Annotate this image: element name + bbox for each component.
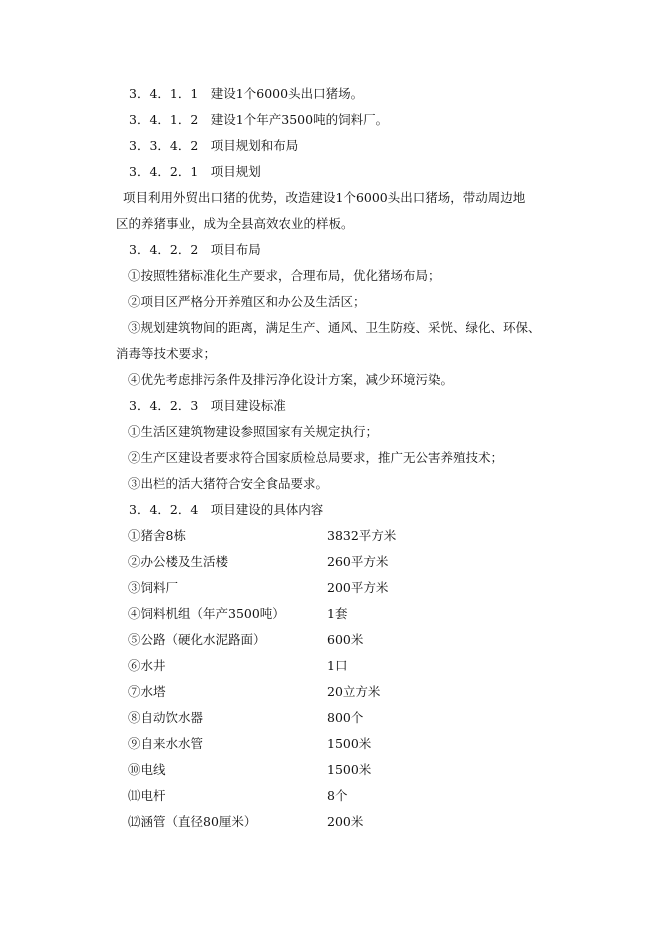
content-item-quantity: 200米 bbox=[327, 814, 364, 829]
content-item-quantity: 20立方米 bbox=[327, 684, 381, 699]
content-item-quantity: 200平方米 bbox=[327, 580, 389, 595]
content-item-name: ④饲料机组（年产3500吨） bbox=[128, 606, 285, 621]
content-item-name: ⑾电杆 bbox=[128, 788, 166, 803]
content-item-quantity: 1套 bbox=[327, 606, 348, 621]
content-item-name: ①猪舍8栋 bbox=[128, 528, 186, 543]
content-item-quantity: 260平方米 bbox=[327, 554, 389, 569]
section-heading-3-4-2-2: 3．4．2．2 项目布局 bbox=[129, 242, 261, 257]
content-item-name: ⑦水塔 bbox=[128, 684, 166, 699]
layout-list-item: ④优先考虑排污条件及排污净化设计方案，减少环境污染。 bbox=[128, 372, 454, 387]
standard-list-item: ①生活区建筑物建设参照国家有关规定执行； bbox=[128, 424, 379, 439]
standard-list-item: ②生产区建设者要求符合国家质检总局要求，推广无公害养殖技术； bbox=[128, 450, 504, 465]
content-item-quantity: 800个 bbox=[327, 710, 364, 725]
content-item-name: ⑩电线 bbox=[128, 762, 166, 777]
layout-list-item: ①按照牲猪标准化生产要求，合理布局，优化猪场布局； bbox=[128, 268, 441, 283]
content-item-name: ②办公楼及生活楼 bbox=[128, 554, 229, 569]
content-item-quantity: 1500米 bbox=[327, 762, 372, 777]
content-item-name: ⑧自动饮水器 bbox=[128, 710, 204, 725]
content-item-quantity: 3832平方米 bbox=[327, 528, 397, 543]
content-item-name: ⑥水井 bbox=[128, 658, 166, 673]
section-heading-3-3-4-2: 3．3．4．2 项目规划和布局 bbox=[129, 138, 299, 153]
content-item-name: ③饲料厂 bbox=[128, 580, 179, 595]
standard-list-item: ③出栏的活大猪符合安全食品要求。 bbox=[128, 476, 329, 491]
content-item-name: ⑿涵管（直径80厘米） bbox=[128, 814, 257, 829]
content-item-quantity: 1口 bbox=[327, 658, 348, 673]
planning-paragraph-line: 项目利用外贸出口猪的优势，改造建设1个6000头出口猪场，带动周边地 bbox=[123, 190, 526, 205]
layout-list-item: ②项目区严格分开养殖区和办公及生活区； bbox=[128, 294, 366, 309]
layout-list-item: ③规划建筑物间的距离，满足生产、通风、卫生防疫、采恍、绿化、环保、 bbox=[128, 320, 541, 335]
section-heading-3-4-1-2: 3．4．1．2 建设1个年产3500吨的饲料厂。 bbox=[129, 112, 389, 127]
content-item-name: ⑤公路（硬化水泥路面） bbox=[128, 632, 266, 647]
section-heading-3-4-2-3: 3．4．2．3 项目建设标准 bbox=[129, 398, 286, 413]
layout-list-item-continuation: 消毒等技术要求； bbox=[116, 346, 217, 361]
content-item-name: ⑨自来水水管 bbox=[128, 736, 204, 751]
planning-paragraph-line: 区的养猪事业，成为全县高效农业的样板。 bbox=[116, 216, 354, 231]
content-item-quantity: 1500米 bbox=[327, 736, 372, 751]
section-heading-3-4-2-4: 3．4．2．4 项目建设的具体内容 bbox=[129, 502, 324, 517]
content-item-quantity: 8个 bbox=[327, 788, 348, 803]
content-item-quantity: 600米 bbox=[327, 632, 364, 647]
section-heading-3-4-2-1: 3．4．2．1 项目规划 bbox=[129, 164, 261, 179]
section-heading-3-4-1-1: 3．4．1．1 建设1个6000头出口猪场。 bbox=[129, 86, 364, 101]
